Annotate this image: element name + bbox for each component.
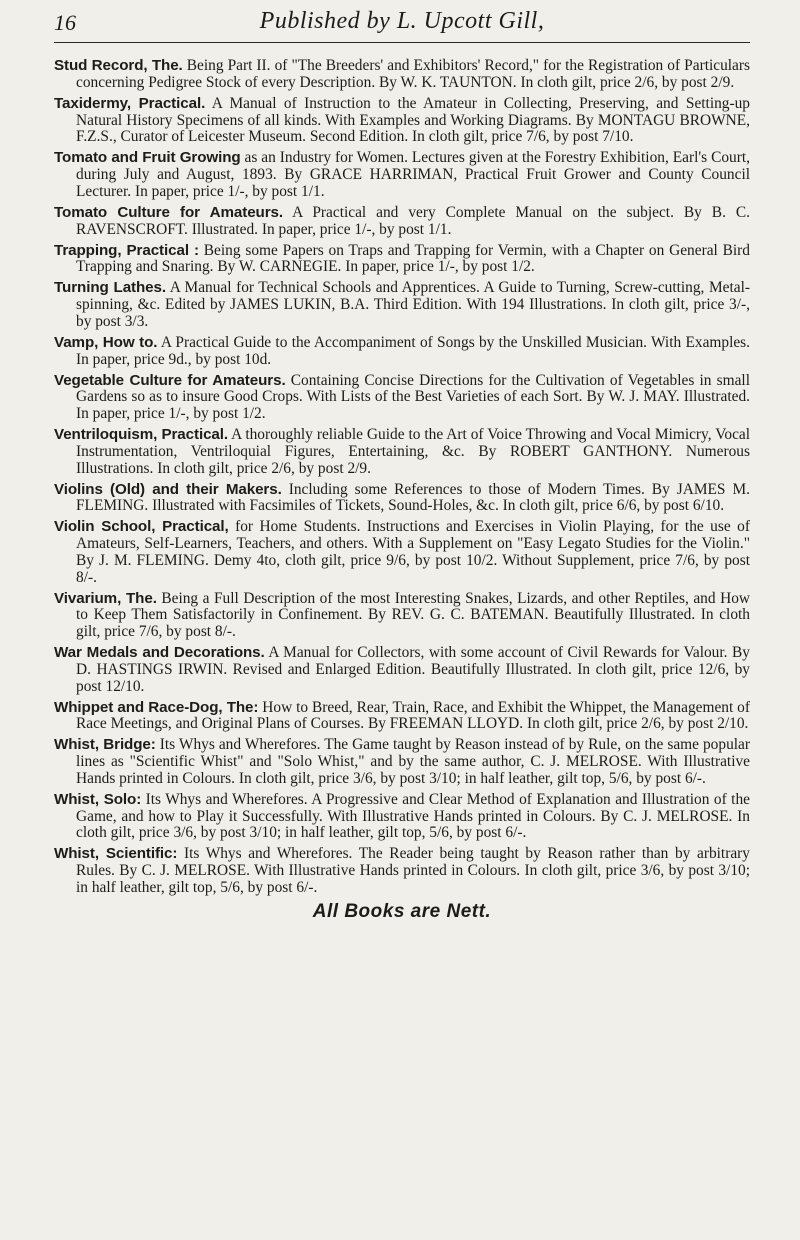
catalogue-entry — [54, 519, 750, 586]
entry-text: Being a Full Description of the most Interesting Snakes, Lizards, and other Reptiles, and How to Keep Them Satisfactorily in Confinement. By REV. G. C. BATEMAN. Beautifully Illustrated. In cloth gilt, price 7/6, by post 8/-. — [76, 589, 751, 641]
catalogue-entry — [54, 427, 750, 477]
entry-title: Tomato and Fruit Growing — [54, 149, 241, 167]
catalogue-entry — [54, 591, 750, 641]
entry-text: A Manual for Collectors, with some account of Civil Rewards for Valour. By D. HASTINGS IRWIN. Revised and Enlarged Edition. Beautifully Illustrated. In cloth gilt, price 12/6, by post 12/10. — [76, 644, 751, 695]
catalogue-entry — [54, 737, 750, 787]
catalogue-entry — [54, 243, 750, 276]
catalogue-entry — [54, 280, 750, 330]
entry-text: A Practical Guide to the Accompaniment of Songs by the Unskilled Musician. With Examples. In paper, price 9d., by post 10d. — [76, 333, 751, 368]
page-header — [54, 4, 750, 43]
entry-text: A Manual for Technical Schools and Apprentices. A Guide to Turning, Screw-cutting, Metal-spinning, &c. Edited by JAMES LUKIN, B.A. Third Edition. With 194 Illustrations. In cloth gilt, price 3/-, by post 3/3. — [76, 279, 750, 330]
entry-text: Containing Concise Directions for the Cultivation of Vegetables in small Gardens so as to insure Good Crops. With Lists of the Best Varieties of each Sort. By W. J. MAY. Illustrated. In paper, price 1/-, by post 1/2. — [76, 371, 750, 423]
catalogue-entry — [54, 792, 750, 842]
entry-text: Including some References to those of Modern Times. By JAMES M. FLEMING. Illustrated with Facsimiles of Tickets, Sound-Holes, &c. In cloth gilt, price 6/6, by post 6/10. — [76, 480, 750, 515]
entry-text: How to Breed, Rear, Train, Race, and Exhibit the Whippet, the Management of Race Meetings, and Original Plans of Courses. By FREEMAN LLOYD. In cloth gilt, price 2/6, by post 2/10. — [76, 698, 751, 733]
entry-title: Violin School, Practical, — [54, 518, 229, 536]
entry-title: Stud Record, The. — [54, 57, 183, 74]
catalogue-entry — [54, 96, 750, 146]
entry-title: Ventriloquism, Practical. — [54, 426, 229, 444]
entry-text: A thoroughly reliable Guide to the Art of Voice Throwing and Vocal Mimicry, Vocal Instrumentation, Ventriloquial Figures, Entertaining, &c. By ROBERT GANTHONY. Numerous Illustrations. In cloth gilt, price 2/6, by post 2/9. — [76, 426, 751, 477]
page-number: 16 — [54, 10, 76, 35]
entry-text: Being Part II. of "The Breeders' and Exhibitors' Record," for the Registration of Particulars concerning Pedigree Stock of every Description. By W. K. TAUNTON. In cloth gilt, price 2/6, by post 2/9. — [76, 57, 750, 91]
entry-text: Being some Papers on Traps and Trapping for Vermin, with a Chapter on General Bird Trapping and Snaring. By W. CARNEGIE. In paper, price 1/-, by post 1/2. — [76, 241, 750, 276]
entry-text: as an Industry for Women. Lectures given at the Forestry Exhibition, Earl's Court, during July and August, 1893. By GRACE HARRIMAN, Practical Fruit Grower and County Council Lecturer. In paper, price 1/-, by post 1/1. — [76, 149, 750, 200]
entry-text: Its Whys and Wherefores. The Reader being taught by Reason rather than by arbitrary Rules. By C. J. MELROSE. With Illustrative Hands printed in Colours. In cloth gilt, price 3/6, by post 3/10; in half leather, gilt top, 5/6, by post 6/-. — [76, 845, 750, 896]
entry-text: for Home Students. Instructions and Exercises in Violin Playing, for the use of Amateurs, Self-Learners, Teachers, and others. With a Supplement on "Easy Legato Studies for the Violin." By J. M. FLEMING. Demy 4to, cloth gilt, price 9/6, by post 10/2. Without Supplement, price 7/6, by post 8/-. — [76, 518, 750, 586]
catalogue-entry — [54, 205, 750, 238]
catalogue-entry — [54, 335, 750, 368]
entry-title: Whist, Scientific: — [54, 845, 178, 863]
entry-title: War Medals and Decorations. — [54, 644, 265, 662]
entry-title: Vivarium, The. — [54, 589, 157, 607]
entry-text: A Manual of Instruction to the Amateur in Collecting, Preserving, and Setting-up Natural History Specimens of all kinds. With Examples and Working Diagrams. By MONTAGU BROWNE, F.Z.S., Curator of Leicester Museum. Second Edition. In cloth gilt, price 7/6, by post 7/10. — [76, 94, 751, 146]
entry-title: Whippet and Race-Dog, The: — [54, 698, 259, 716]
catalogue-entry — [54, 150, 750, 200]
entry-title: Vamp, How to. — [54, 333, 158, 351]
entry-title: Whist, Bridge: — [54, 736, 156, 754]
entry-title: Vegetable Culture for Amateurs. — [54, 371, 286, 389]
running-head: Published by L. Upcott Gill, — [259, 8, 545, 34]
catalogue-page — [0, 4, 800, 1240]
entry-text: Its Whys and Wherefores. A Progressive and Clear Method of Explanation and Illustration of the Game, and how to Play it Successfully. With Illustrative Hands printed in Colours. By C. J. MELROSE. In cloth gilt, price 3/6, by post 3/10; in half leather, gilt top, 5/6, by post 6/-. — [76, 790, 750, 842]
catalogue-entries — [54, 58, 750, 897]
catalogue-entry — [54, 645, 750, 695]
footer-note: All Books are Nett. — [312, 900, 492, 922]
catalogue-entry — [54, 373, 750, 423]
catalogue-entry — [54, 482, 750, 515]
entry-text: A Practical and very Complete Manual on the subject. By B. C. RAVENSCROFT. Illustrated. In paper, price 1/-, by post 1/1. — [76, 203, 750, 238]
catalogue-entry — [54, 58, 750, 91]
catalogue-entry — [54, 700, 750, 733]
entry-title: Whist, Solo: — [54, 790, 142, 808]
entry-title: Violins (Old) and their Makers. — [54, 480, 282, 498]
entry-title: Trapping, Practical : — [54, 241, 199, 259]
entry-text: Its Whys and Wherefores. The Game taught by Reason instead of by Rule, on the same popular lines as "Scientific Whist" and "Solo Whist," and by the same author, C. J. MELROSE. With Illustrative Hands printed in Colours. In cloth gilt, price 3/6, by post 3/10; in half leather, gilt top, 5/6, by post 6/-. — [76, 736, 751, 787]
entry-title: Turning Lathes. — [54, 279, 166, 297]
catalogue-entry — [54, 846, 750, 896]
entry-title: Tomato Culture for Amateurs. — [54, 203, 284, 221]
entry-title: Taxidermy, Practical. — [54, 94, 206, 112]
